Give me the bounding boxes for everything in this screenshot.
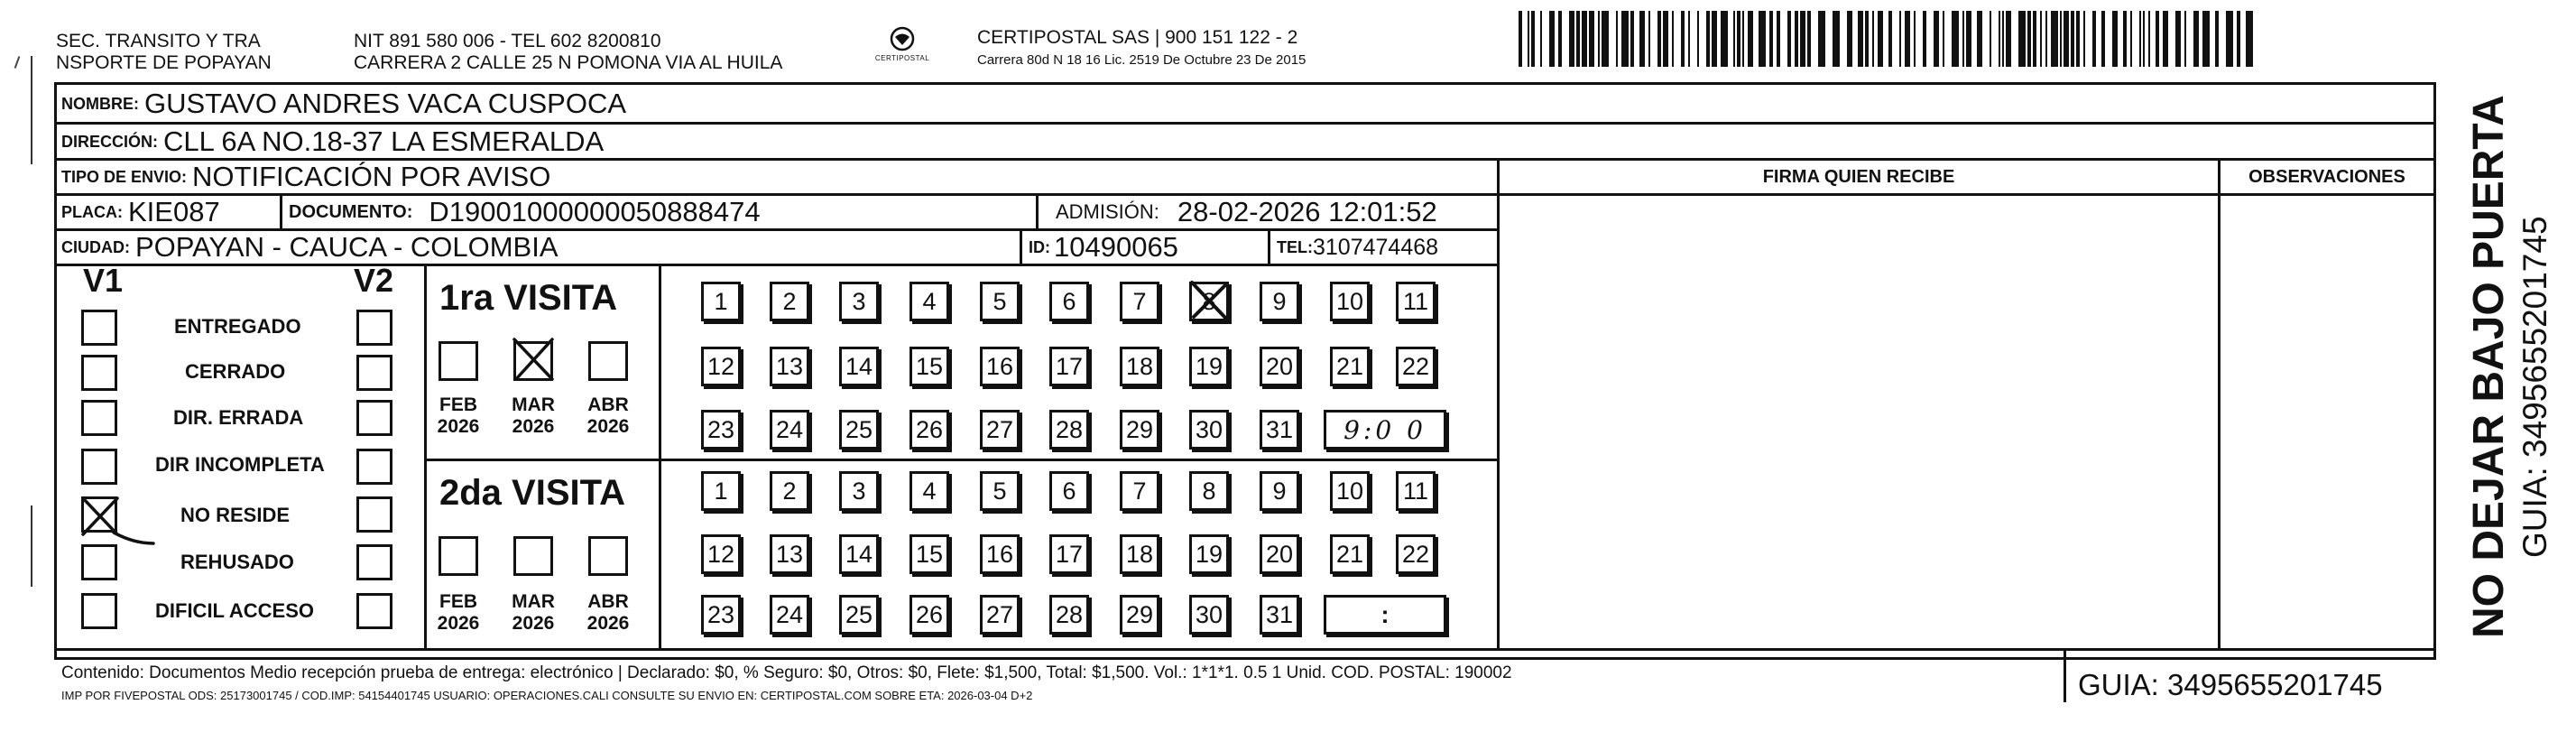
v1-header: V1 [83,262,124,299]
second-visit-title: 2da VISITA [439,473,625,513]
firma-label: FIRMA QUIEN RECIBE [1762,166,1955,187]
second-visit-day-6[interactable]: 6 [1049,471,1089,511]
first-visit-day-26[interactable]: 26 [909,410,949,450]
barcode [1519,11,2258,67]
observaciones-label: OBSERVACIONES [2248,166,2405,187]
first-visit-mar-x-mark [511,336,558,383]
first-visit-day-30[interactable]: 30 [1189,410,1229,450]
tel-label: TEL: [1277,237,1313,256]
second-visit-time-box[interactable] [1324,595,1446,635]
cerrado-label: CERRADO [185,360,286,383]
first-visit-day-1[interactable]: 1 [701,282,741,321]
barcode-bars [1519,11,2258,67]
second-visit-day-25[interactable]: 25 [839,595,879,635]
first-visit-day-11[interactable]: 11 [1396,282,1436,321]
tel-value: 3107474468 [1313,234,1439,260]
footer-print-info: IMP POR FIVEPOSTAL ODS: 25173001745 / COD.IMP: 54154401745 USUARIO: OPERACIONES.CALI CONSULTE SU ENVIO EN: CERTIPOSTAL.COM SOBRE ETA: 2026-03-04 D+2 [61,689,1033,702]
first-visit-time-handwritten: 9:0 0 [1343,414,1426,445]
second-visit-day-15[interactable]: 15 [909,534,949,574]
first-visit-day-12[interactable]: 12 [701,347,741,386]
first-visit-day-3[interactable]: 3 [839,282,879,321]
second-visit-day-23[interactable]: 23 [701,595,741,635]
first-visit-day-8[interactable]: 8 [1189,282,1229,321]
v1-entregado-checkbox[interactable] [81,310,117,346]
margin-mark [31,505,32,587]
first-visit-day-24[interactable]: 24 [770,410,809,450]
first-visit-day-8-x-mark [1186,277,1233,324]
second-visit-day-7[interactable]: 7 [1120,471,1159,511]
second-visit-day-3[interactable]: 3 [839,471,879,511]
first-visit-title: 1ra VISITA [439,278,618,318]
placa-value: KIE087 [128,196,220,227]
second-visit-month-abr [581,591,635,635]
margin-mark [14,56,21,69]
first-visit-day-5[interactable]: 5 [980,282,1020,321]
first-visit-day-31[interactable]: 31 [1260,410,1299,450]
first-visit-month-mar [506,394,560,438]
first-visit-day-22[interactable]: 22 [1396,347,1436,386]
warning-vertical: NO DEJAR BAJO PUERTA [2465,95,2513,638]
second-visit-day-27[interactable]: 27 [980,595,1020,635]
footer-guia: GUIA: 3495655201745 [2078,668,2383,701]
footer-contents: Contenido: Documentos Medio recepción prueba de entrega: electrónico | Declarado: $0, % Seguro: $0, Otros: $0, Flete: $1,500, Total: $1,500. Vol.: 1*1*1. 0.5 1 Unid. COD. POSTAL: 190002 [61,663,1512,682]
rehusado-label: REHUSADO [180,551,294,573]
second-visit-day-28[interactable]: 28 [1049,595,1089,635]
second-visit-day-20[interactable]: 20 [1260,534,1299,574]
month-feb-year: 2026 [437,416,480,437]
first-visit-abr-checkbox[interactable] [588,341,628,381]
first-visit-day-29[interactable]: 29 [1120,410,1159,450]
v1-rehusado-checkbox[interactable] [81,544,117,580]
second-visit-day-1[interactable]: 1 [701,471,741,511]
dir-incompleta-label: DIR INCOMPLETA [155,453,325,476]
first-visit-month-abr [581,394,635,438]
nombre-label: NOMBRE: [61,94,139,113]
guia-vertical: GUIA: 3495655201745 [2516,216,2553,558]
nombre-row [61,86,626,122]
second-visit-day-18[interactable]: 18 [1120,534,1159,574]
admision-value: 28-02-2026 12:01:52 [1177,196,1437,227]
second-visit-abr-checkbox[interactable] [588,536,628,576]
month-abr-year: 2026 [586,613,630,634]
second-visit-day-21[interactable]: 21 [1330,534,1370,574]
logo-text: CERTIPOSTAL [874,54,930,62]
second-visit-day-17[interactable]: 17 [1049,534,1089,574]
first-visit-day-10[interactable]: 10 [1330,282,1370,321]
documento-cell [289,195,761,229]
v2-cerrado-checkbox[interactable] [356,355,392,391]
v2-entregado-checkbox[interactable] [356,310,392,346]
v2-dificil-acceso-checkbox[interactable] [356,593,392,629]
second-visit-day-8[interactable]: 8 [1189,471,1229,511]
v2-rehusado-checkbox[interactable] [356,544,392,580]
second-visit-day-13[interactable]: 13 [770,534,809,574]
second-visit-day-9[interactable]: 9 [1260,471,1299,511]
first-visit-day-2[interactable]: 2 [770,282,809,321]
second-visit-day-5[interactable]: 5 [980,471,1020,511]
second-visit-feb-checkbox[interactable] [439,536,478,576]
nombre-value: GUSTAVO ANDRES VACA CUSPOCA [144,88,627,119]
month-feb-label: FEB [439,394,477,415]
month-mar-year: 2026 [512,613,555,634]
first-visit-day-18[interactable]: 18 [1120,347,1159,386]
admision-cell [1056,195,1437,229]
id-label: ID: [1029,237,1050,256]
second-visit-day-2[interactable]: 2 [770,471,809,511]
no-reside-label: NO RESIDE [180,504,291,526]
v1-dir-incompleta-checkbox[interactable] [81,449,117,485]
tipo-envio-value: NOTIFICACIÓN POR AVISO [192,161,551,192]
second-visit-time-placeholder: : [1380,600,1390,628]
first-visit-day-25[interactable]: 25 [839,410,879,450]
sender-entity-line1: SEC. TRANSITO Y TRA [56,31,261,51]
id-value: 10490065 [1054,231,1178,263]
month-feb-label: FEB [439,591,477,612]
first-visit-day-17[interactable]: 17 [1049,347,1089,386]
direccion-row [61,125,604,159]
sender-entity-line2: NSPORTE DE POPAYAN [56,52,272,73]
second-visit-day-22[interactable]: 22 [1396,534,1436,574]
dificil-acceso-label: DIFICIL ACCESO [155,599,315,622]
second-visit-day-29[interactable]: 29 [1120,595,1159,635]
second-visit-month-feb [431,591,485,635]
first-visit-day-6[interactable]: 6 [1049,282,1089,321]
first-visit-day-28[interactable]: 28 [1049,410,1089,450]
tipo-envio-label: TIPO DE ENVIO: [61,167,188,186]
month-mar-label: MAR [512,394,555,415]
second-visit-month-mar [506,591,560,635]
ciudad-cell [61,230,559,264]
admision-label: ADMISIÓN: [1056,200,1159,223]
sender-nit: NIT 891 580 006 - TEL 602 8200810 [354,31,661,51]
placa-label: PLACA: [61,202,123,221]
first-visit-feb-checkbox[interactable] [439,341,478,381]
first-visit-day-19[interactable]: 19 [1189,347,1229,386]
v2-dir-errada-checkbox[interactable] [356,400,392,436]
second-visit-day-16[interactable]: 16 [980,534,1020,574]
second-visit-day-30[interactable]: 30 [1189,595,1229,635]
v2-dir-incompleta-checkbox[interactable] [356,449,392,485]
direccion-value: CLL 6A NO.18-37 LA ESMERALDA [163,125,605,157]
tipo-envio-row [61,160,550,194]
second-visit-day-4[interactable]: 4 [909,471,949,511]
first-visit-day-27[interactable]: 27 [980,410,1020,450]
second-visit-day-31[interactable]: 31 [1260,595,1299,635]
direccion-label: DIRECCIÓN: [61,132,158,151]
first-visit-day-16[interactable]: 16 [980,347,1020,386]
documento-label: DOCUMENTO: [289,201,413,222]
firma-header [1500,160,2218,194]
courier-license: Carrera 80d N 18 16 Lic. 2519 De Octubre 23 De 2015 [977,52,1306,68]
second-visit-day-19[interactable]: 19 [1189,534,1229,574]
courier-company: CERTIPOSTAL SAS | 900 151 122 - 2 [977,27,1298,48]
second-visit-day-24[interactable]: 24 [770,595,809,635]
v1-cerrado-checkbox[interactable] [81,355,117,391]
observaciones-area[interactable] [2221,196,2433,648]
sender-entity [56,31,272,74]
sender-address: CARRERA 2 CALLE 25 N POMONA VIA AL HUILA [354,52,783,73]
second-visit-day-11[interactable]: 11 [1396,471,1436,511]
first-visit-month-feb [431,394,485,438]
tel-cell [1277,230,1438,264]
first-visit-day-9[interactable]: 9 [1260,282,1299,321]
margin-mark [31,56,32,164]
first-visit-day-13[interactable]: 13 [770,347,809,386]
right-column-divider [2433,82,2436,660]
first-visit-time-box[interactable] [1324,410,1446,450]
first-visit-day-15[interactable]: 15 [909,347,949,386]
documento-value: D19001000000050888474 [429,196,761,227]
v1-dificil-acceso-checkbox[interactable] [81,593,117,629]
no-reside-x-mark [78,493,159,547]
first-visit-day-23[interactable]: 23 [701,410,741,450]
first-visit-day-20[interactable]: 20 [1260,347,1299,386]
first-visit-day-14[interactable]: 14 [839,347,879,386]
sender-contact [354,31,782,74]
dir-errada-label: DIR. ERRADA [173,406,304,429]
first-visit-day-21[interactable]: 21 [1330,347,1370,386]
firma-area[interactable] [1500,196,2218,648]
ciudad-value: POPAYAN - CAUCA - COLOMBIA [135,231,559,263]
second-visit-day-26[interactable]: 26 [909,595,949,635]
v1-dir-errada-checkbox[interactable] [81,400,117,436]
v2-no-reside-checkbox[interactable] [356,496,392,533]
second-visit-day-12[interactable]: 12 [701,534,741,574]
month-abr-year: 2026 [586,416,630,437]
month-abr-label: ABR [587,394,629,415]
observaciones-header [2221,160,2433,194]
certipostal-logo [871,23,934,69]
month-mar-year: 2026 [512,416,555,437]
entregado-label: ENTREGADO [174,315,301,338]
second-visit-day-10[interactable]: 10 [1330,471,1370,511]
second-visit-mar-checkbox[interactable] [513,536,553,576]
second-visit-day-14[interactable]: 14 [839,534,879,574]
month-abr-label: ABR [587,591,629,612]
ciudad-label: CIUDAD: [61,237,130,256]
first-visit-day-4[interactable]: 4 [909,282,949,321]
v2-header: V2 [354,262,394,299]
month-mar-label: MAR [512,591,555,612]
placa-cell [61,195,220,229]
id-cell [1029,230,1178,264]
month-feb-year: 2026 [437,613,480,634]
courier-info [977,27,1306,69]
first-visit-day-7[interactable]: 7 [1120,282,1159,321]
